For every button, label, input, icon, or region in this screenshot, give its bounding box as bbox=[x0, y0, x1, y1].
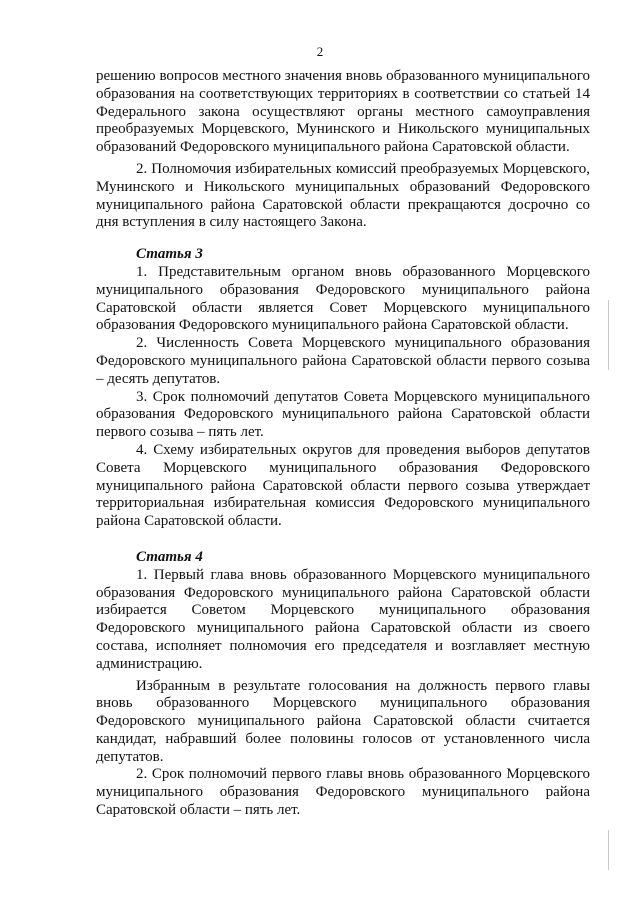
scan-margin-mark bbox=[608, 830, 609, 870]
article-4-paragraph-1: 1. Первый глава вновь образованного Морцевского муниципального образования Федоровского муниципального района Саратовской области избирается Советом Морцевского муниципального образования Федоровского муниципального района Саратовской области из своего состава, исполняет полномочия его председателя и возглавляет местную администрацию. bbox=[96, 566, 590, 672]
article-3-paragraph-2: 2. Численность Совета Морцевского муниципального образования Федоровского муниципального района Саратовской области первого созыва – десять депутатов. bbox=[96, 335, 590, 387]
page-number: 2 bbox=[316, 44, 324, 59]
article-4-title: Статья 4 bbox=[136, 548, 203, 565]
document-body bbox=[96, 68, 590, 820]
article-3-title: Статья 3 bbox=[136, 246, 203, 263]
scan-margin-mark bbox=[608, 300, 609, 370]
article-3-paragraph-3: 3. Срок полномочий депутатов Совета Морцевского муниципального образования Федоровского муниципального района Саратовской области первого созыва – пять лет. bbox=[96, 388, 590, 441]
article-4-paragraph-2: Избранным в результате голосования на должность первого главы вновь образованного Морцевского муниципального образования Федоровского муниципального района Саратовской области считается кандидат, набравший более половины голосов от установленного числа депутатов. bbox=[96, 677, 590, 765]
intro-paragraph-2: 2. Полномочия избирательных комиссий преобразуемых Морцевского, Мунинского и Никольского муниципальных образований Федоровского муниципального района Саратовской области прекращаются досрочно со дня вступления в силу настоящего Закона. bbox=[96, 160, 590, 231]
intro-paragraph-1: решению вопросов местного значения вновь образованного муниципального образования на соответствующих территориях в соответствии со статьей 14 Федерального закона осуществляют органы местного самоуправления преобразуемых Морцевского, Мунинского и Никольского муниципальных образований Федоровского муниципального района Саратовской области. bbox=[96, 68, 590, 156]
article-4-paragraph-3: 2. Срок полномочий первого главы вновь образованного Морцевского муниципального образования Федоровского муниципального района Саратовской области – пять лет. bbox=[96, 766, 590, 819]
article-3-paragraph-1: 1. Представительным органом вновь образованного Морцевского муниципального образования Федоровского муниципального района Саратовской области является Совет Морцевского муниципального образования Федоровского муниципального района Саратовской области. bbox=[96, 263, 590, 334]
article-3-paragraph-4: 4. Схему избирательных округов для проведения выборов депутатов Совета Морцевского муниципального образования Федоровского муниципального района Саратовской области первого созыва утверждает территориальная избирательная комиссия Федоровского муниципального района Саратовской области. bbox=[96, 441, 590, 530]
